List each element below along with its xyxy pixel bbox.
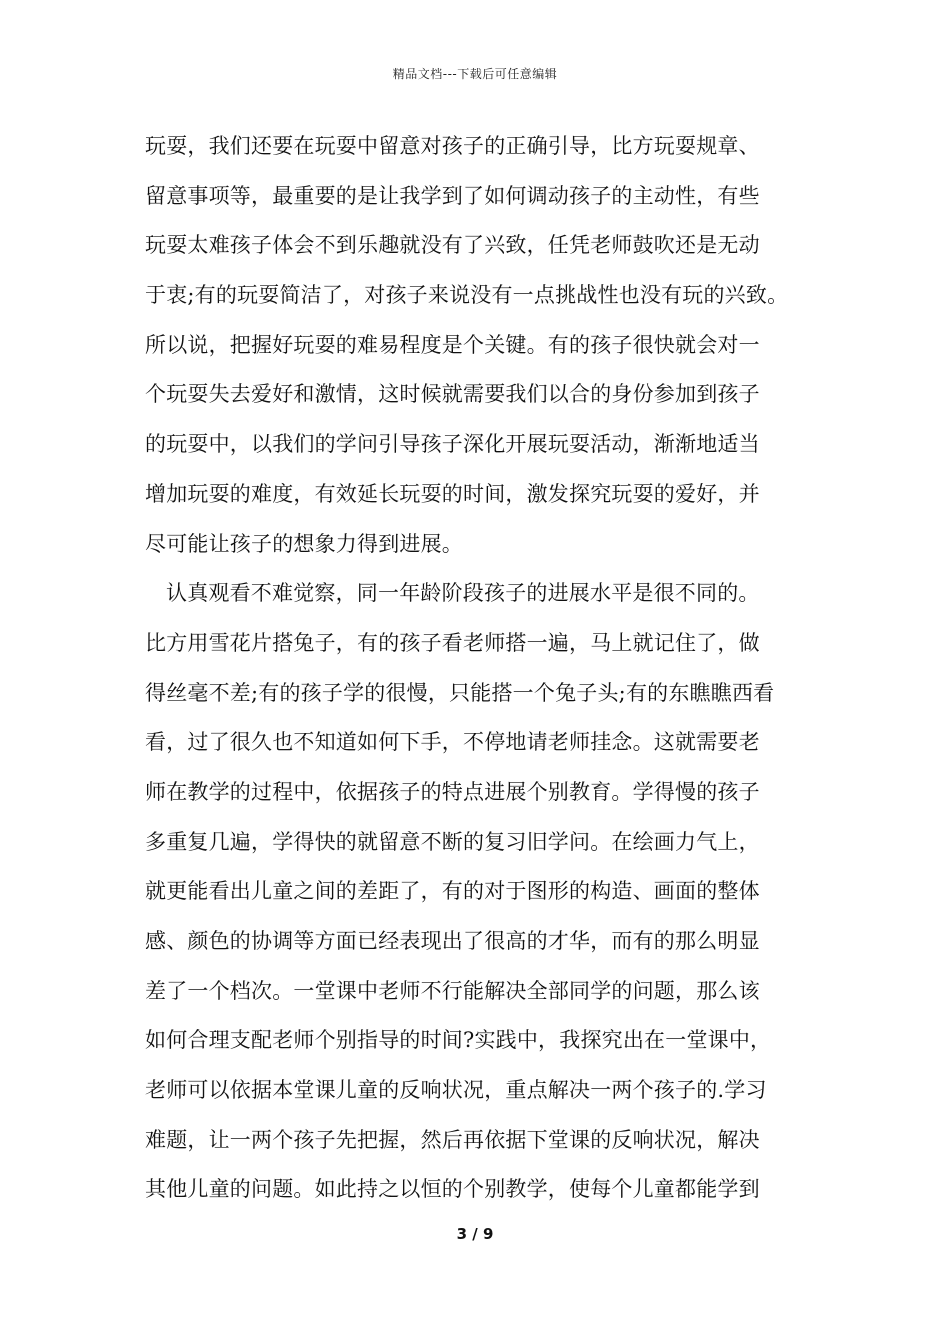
text-line: 感、颜色的协调等方面已经表现出了很高的才华，而有的那么明显 [145, 929, 760, 953]
text-line: 玩耍太难孩子体会不到乐趣就没有了兴致，任凭老师鼓吹还是无动 [145, 233, 760, 258]
text-line: 看，过了很久也不知道如何下手，不停地请老师挂念。这就需要老 [145, 730, 760, 755]
text-line: 就更能看出儿童之间的差距了，有的对于图形的构造、画面的整体 [145, 879, 760, 904]
document-body [145, 126, 815, 1219]
text-line: 多重复几遍，学得快的就留意不断的复习旧学问。在绘画力气上， [145, 829, 760, 854]
text-line: 的玩耍中，以我们的学问引导孩子深化开展玩耍活动，渐渐地适当 [145, 432, 760, 457]
text-line: 所以说，把握好玩耍的难易程度是个关键。有的孩子很快就会对一 [145, 332, 760, 357]
text-line: 老师可以依据本堂课儿童的反响状况，重点解决一两个孩子的.学习 [145, 1078, 767, 1103]
text-line: 玩耍，我们还要在玩耍中留意对孩子的正确引导，比方玩耍规章、 [145, 134, 760, 158]
text-line: 尽可能让孩子的想象力得到进展。 [145, 531, 463, 556]
paragraph-start-line: 认真观看不难觉察，同一年龄阶段孩子的进展水平是很不同的。 [166, 581, 760, 606]
page-header: 精品文档---下载后可任意编辑 [392, 67, 558, 81]
text-line: 留意事项等，最重要的是让我学到了如何调动孩子的主动性，有些 [145, 183, 760, 208]
text-line: 如何合理支配老师个别指导的时间?实践中，我探究出在一堂课中， [145, 1028, 772, 1053]
page-number: 3 / 9 [456, 1225, 494, 1243]
text-line: 差了一个档次。一堂课中老师不行能解决全部同学的问题，那么该 [145, 978, 760, 1003]
text-line: 难题，让一两个孩子先把握，然后再依据下堂课的反响状况，解决 [145, 1127, 760, 1152]
text-line: 增加玩耍的难度，有效延长玩耍的时间，激发探究玩耍的爱好，并 [145, 481, 760, 506]
text-line: 比方用雪花片搭兔子，有的孩子看老师搭一遍，马上就记住了，做 [145, 630, 760, 655]
text-line: 其他儿童的问题。如此持之以恒的个别教学，使每个儿童都能学到 [145, 1177, 760, 1202]
text-line: 师在教学的过程中，依据孩子的特点进展个别教育。学得慢的孩子 [145, 779, 760, 804]
text-line: 个玩耍失去爱好和激情，这时候就需要我们以合的身份参加到孩子 [145, 382, 760, 407]
text-line: 于衷;有的玩耍简洁了，对孩子来说没有一点挑战性也没有玩的兴致。 [145, 283, 789, 308]
text-line: 得丝毫不差;有的孩子学的很慢，只能搭一个兔子头;有的东瞧瞧西看 [145, 680, 775, 705]
